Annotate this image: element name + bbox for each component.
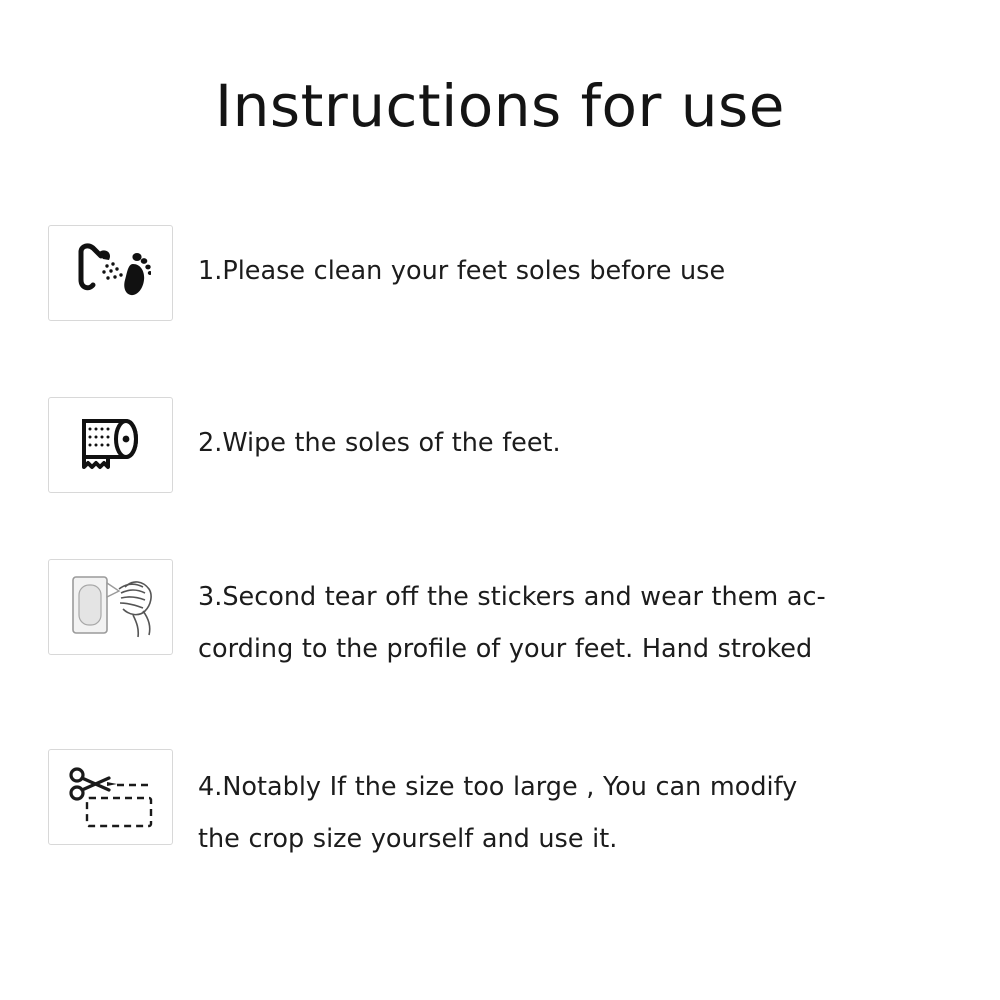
step-text (198, 377, 561, 469)
step-text-line: 4.Notably If the size too large , You can modify (198, 772, 798, 802)
steps-list (0, 205, 1000, 889)
toilet-paper-roll-icon (70, 413, 152, 477)
step-icon-container (48, 559, 173, 655)
step-text (198, 205, 725, 297)
step-text-line: 2.Wipe the soles of the feet. (198, 428, 561, 458)
step-icon-container (48, 749, 173, 845)
scissors-cut-line-icon (65, 764, 157, 830)
step-text (198, 549, 826, 675)
hand-peeling-sticker-icon (63, 569, 159, 645)
step-text-line: 3.Second tear off the stickers and wear them ac- (198, 582, 826, 612)
step-text (198, 739, 797, 865)
step-text-line: the crop size yourself and use it. (198, 824, 618, 854)
step-icon-container (48, 225, 173, 321)
step-text-line: cording to the profile of your feet. Hand stroked (198, 634, 813, 664)
list-item (0, 739, 1000, 889)
step-icon-container (48, 397, 173, 493)
page-title: Instructions for use (215, 72, 785, 140)
step-text-line: 1.Please clean your feet soles before use (198, 256, 726, 286)
list-item (0, 205, 1000, 355)
list-item (0, 549, 1000, 699)
list-item (0, 377, 1000, 527)
shower-foot-icon (71, 242, 151, 304)
